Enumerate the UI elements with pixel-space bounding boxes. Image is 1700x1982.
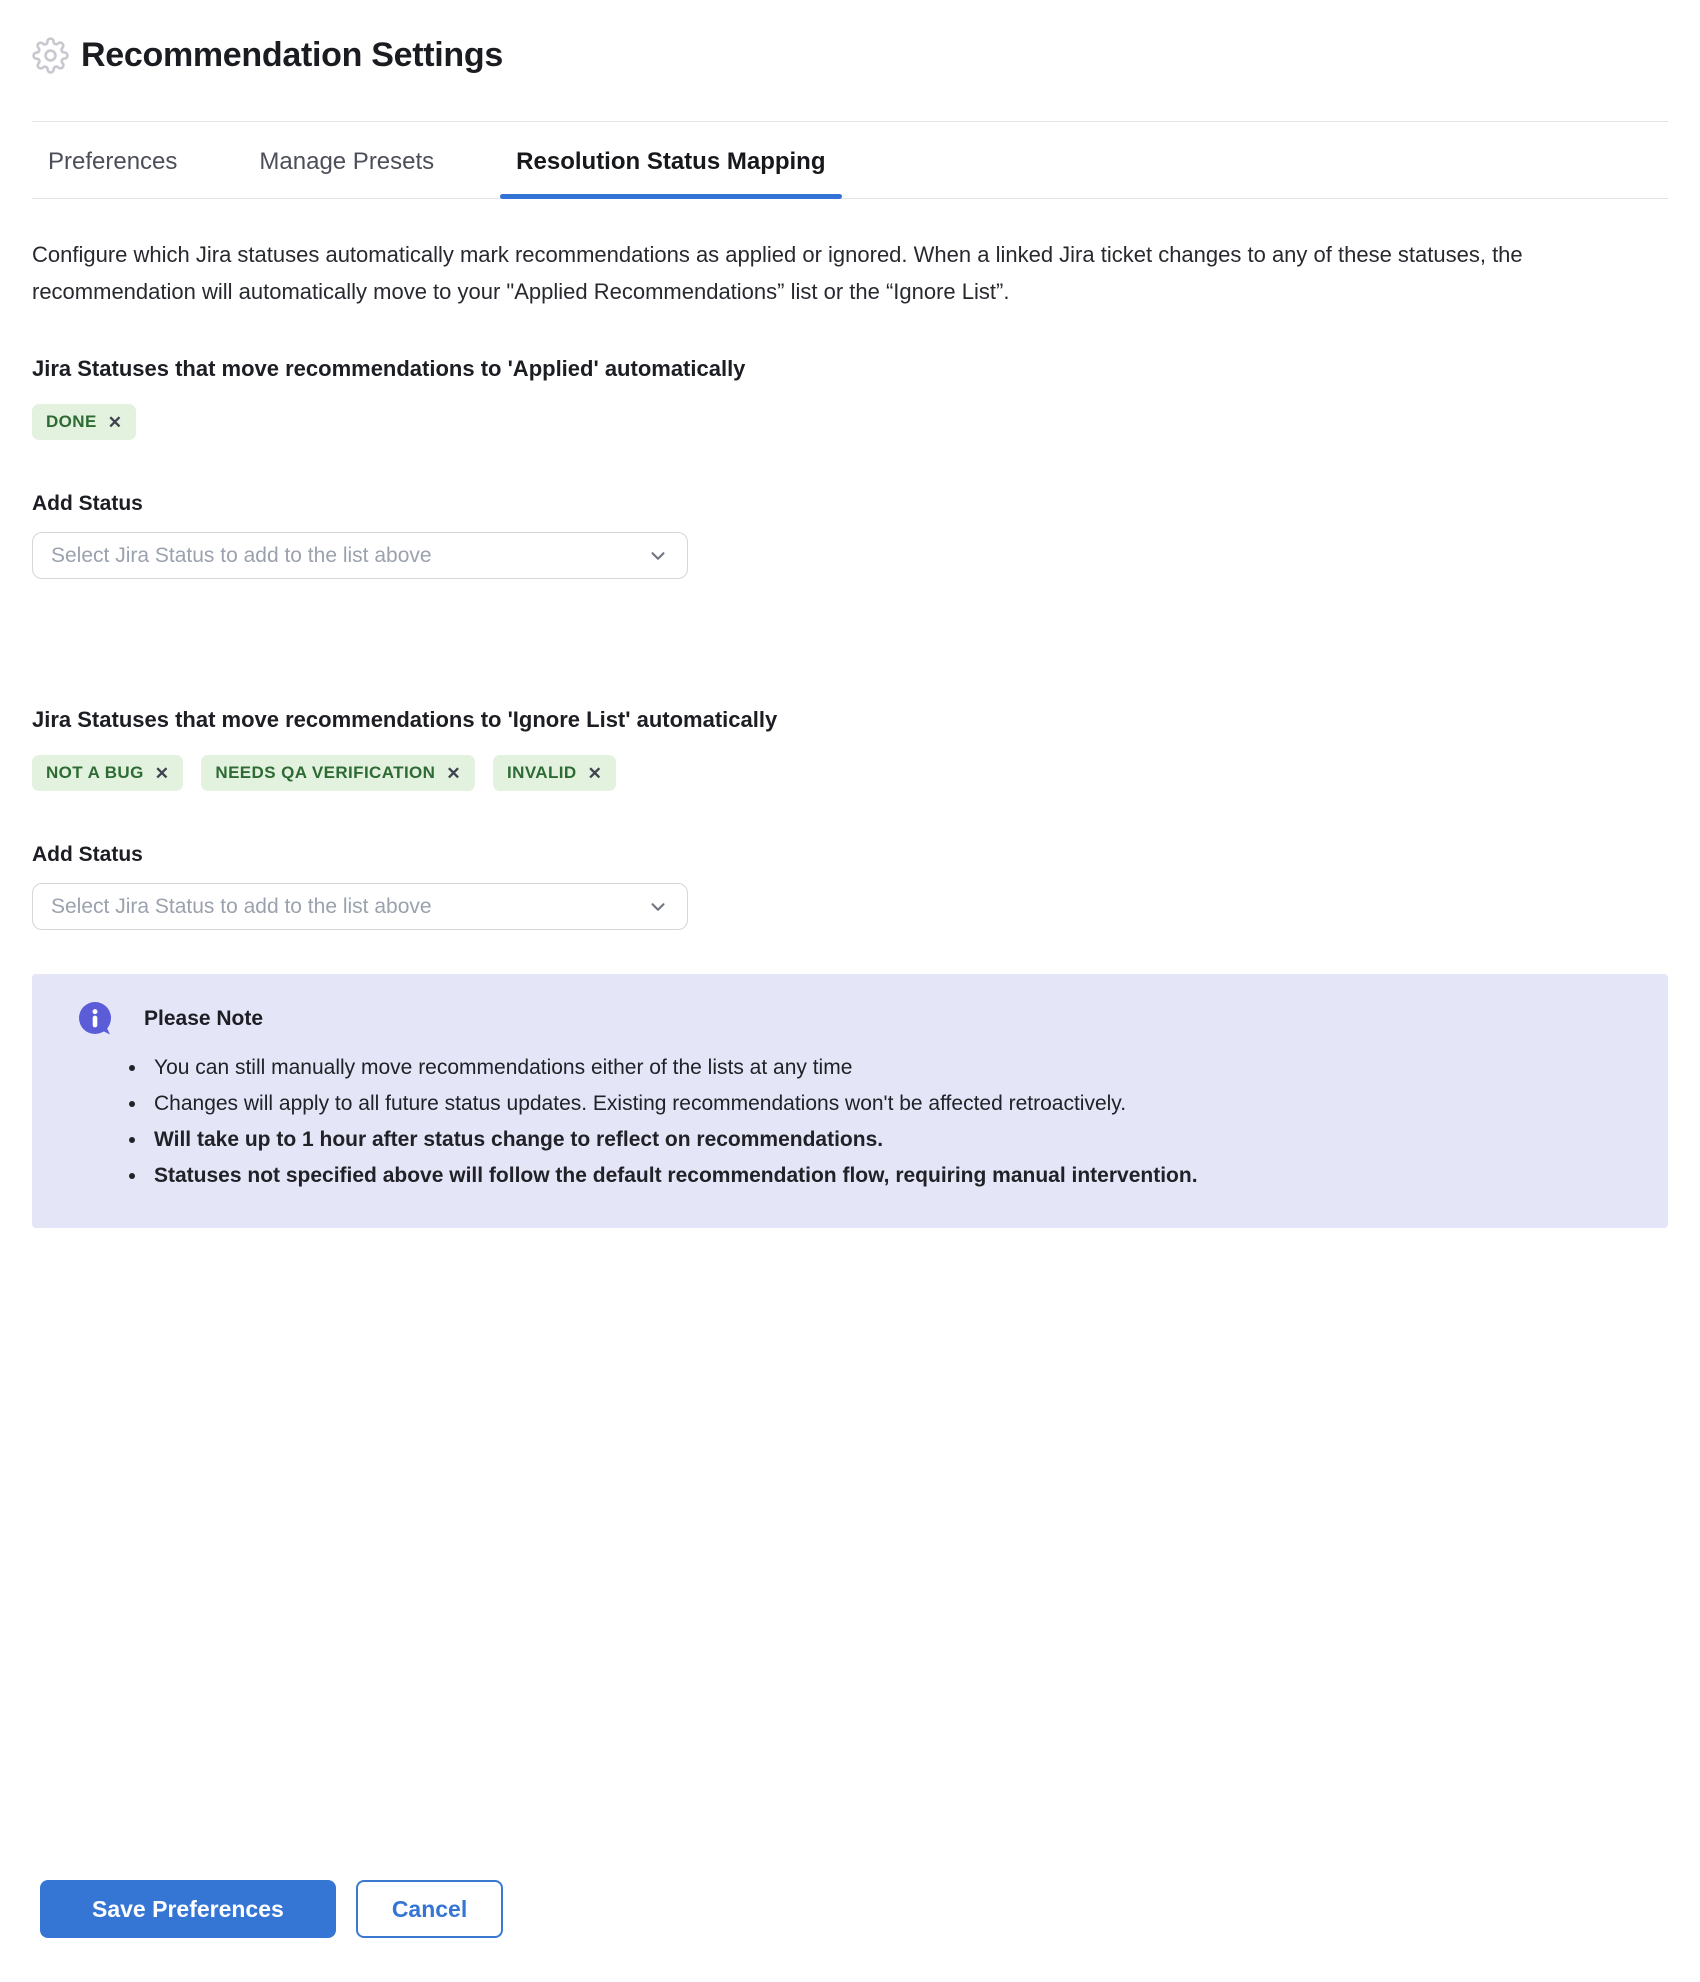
remove-status-icon[interactable]: ✕	[107, 412, 123, 432]
status-chip-label: INVALID	[507, 763, 577, 782]
ignore-section-heading: Jira Statuses that move recommendations to 'Ignore List' automatically	[32, 707, 778, 732]
page-header	[32, 36, 1668, 75]
tab-bar	[32, 122, 1668, 199]
note-box	[32, 974, 1668, 1228]
chevron-down-icon	[647, 545, 669, 567]
info-chat-bubble-icon	[76, 1000, 114, 1038]
note-header	[76, 1000, 1628, 1038]
add-status-label: Add Status	[32, 492, 143, 515]
chevron-down-icon	[647, 896, 669, 918]
note-bullet: • Changes will apply to all future status updates. Existing recommendations won't be affected retroactively.	[148, 1086, 1628, 1122]
page-title: Recommendation Settings	[81, 36, 503, 74]
remove-status-icon[interactable]: ✕	[446, 763, 462, 783]
applied-chip-row	[32, 404, 1668, 440]
ignore-chip-row	[32, 755, 1668, 791]
status-chip-needs-qa-verification	[201, 755, 475, 791]
remove-status-icon[interactable]: ✕	[587, 763, 603, 783]
applied-section-heading: Jira Statuses that move recommendations to 'Applied' automatically	[32, 356, 746, 381]
status-chip-label: NEEDS QA VERIFICATION	[215, 763, 436, 782]
status-chip-invalid	[493, 755, 616, 791]
select-placeholder: Select Jira Status to add to the list above	[51, 894, 432, 918]
note-bullet: • You can still manually move recommendations either of the lists at any time	[148, 1050, 1628, 1086]
note-bullet: • Will take up to 1 hour after status change to reflect on recommendations.	[148, 1122, 1628, 1158]
status-chip-label: NOT A BUG	[46, 763, 144, 782]
status-chip-done	[32, 404, 136, 440]
ignore-status-select[interactable]	[32, 883, 688, 930]
remove-status-icon[interactable]: ✕	[154, 763, 170, 783]
applied-statuses-section	[32, 356, 1668, 579]
save-preferences-button[interactable]: Save Preferences	[40, 1880, 336, 1938]
add-status-label: Add Status	[32, 843, 143, 866]
status-chip-label: DONE	[46, 412, 97, 431]
tab-preferences[interactable]: Preferences	[48, 148, 178, 175]
tab-manage-presets[interactable]: Manage Presets	[259, 148, 435, 175]
gear-icon	[32, 37, 69, 74]
tab-resolution-status-mapping[interactable]: Resolution Status Mapping	[500, 122, 841, 198]
footer-actions	[32, 1880, 1668, 1982]
note-bullet-list	[76, 1050, 1628, 1194]
select-placeholder: Select Jira Status to add to the list above	[51, 543, 432, 567]
note-bullet: • Statuses not specified above will follow the default recommendation flow, requiring manual intervention.	[148, 1158, 1628, 1194]
applied-status-select[interactable]	[32, 532, 688, 579]
page-description: Configure which Jira statuses automatically mark recommendations as applied or ignored. When a linked Jira ticket changes to any of these statuses, the recommendation will automatically move to your "Applied Recommendations” list or the “Ignore List”.	[32, 242, 1523, 304]
ignore-statuses-section	[32, 707, 1668, 930]
status-chip-not-a-bug	[32, 755, 183, 791]
cancel-button[interactable]: Cancel	[356, 1880, 503, 1938]
note-title: Please Note	[144, 1007, 264, 1030]
